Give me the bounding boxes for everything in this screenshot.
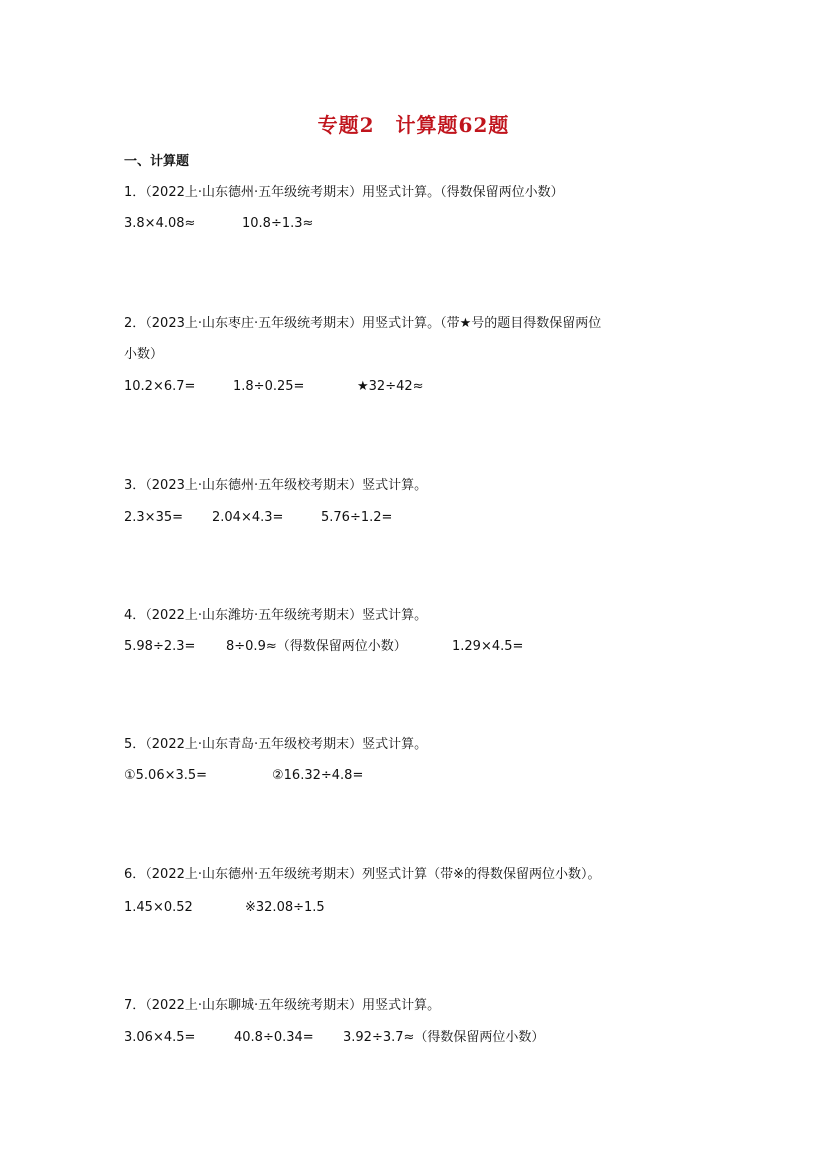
problem-4-calc-2: 8÷0.9≈（得数保留两位小数） bbox=[226, 639, 407, 654]
problem-2-calc-3: ★32÷42≈ bbox=[357, 379, 424, 394]
problem-2-calc-2: 1.8÷0.25= bbox=[233, 379, 305, 394]
problem-3-text: 3．（2023上·山东德州·五年级校考期末）竖式计算。 bbox=[124, 478, 428, 493]
problem-7-calc-1: 3.06×4.5= bbox=[124, 1030, 196, 1045]
problem-6-calc-2: ※32.08÷1.5 bbox=[245, 900, 325, 915]
problem-2-text-cont: 小数） bbox=[124, 347, 164, 362]
problem-2-calc-1: 10.2×6.7= bbox=[124, 379, 196, 394]
problem-5-text: 5．（2022上·山东青岛·五年级校考期末）竖式计算。 bbox=[124, 737, 428, 752]
problem-4-calc-1: 5.98÷2.3= bbox=[124, 639, 196, 654]
problem-1-calc-2: 10.8÷1.3≈ bbox=[242, 216, 314, 231]
problem-6-calc-1: 1.45×0.52 bbox=[124, 900, 193, 915]
problem-6-text: 6．（2022上·山东德州·五年级统考期末）列竖式计算（带※的得数保留两位小数）。 bbox=[124, 867, 601, 882]
problem-4-calc-3: 1.29×4.5= bbox=[452, 639, 524, 654]
page-title: 专题2 计算题62题 bbox=[317, 113, 510, 137]
problem-1-calc-1: 3.8×4.08≈ bbox=[124, 216, 196, 231]
problem-5-calc-2: ②16.32÷4.8= bbox=[272, 768, 364, 783]
problem-7-calc-2: 40.8÷0.34= bbox=[234, 1030, 314, 1045]
problem-1-text: 1．（2022上·山东德州·五年级统考期末）用竖式计算。（得数保留两位小数） bbox=[124, 185, 564, 200]
section-heading: 一、计算题 bbox=[124, 154, 190, 169]
problem-3-calc-1: 2.3×35= bbox=[124, 510, 184, 525]
problem-4-text: 4．（2022上·山东潍坊·五年级统考期末）竖式计算。 bbox=[124, 608, 428, 623]
problem-3-calc-3: 5.76÷1.2= bbox=[321, 510, 393, 525]
problem-2-text: 2．（2023上·山东枣庄·五年级统考期末）用竖式计算。（带★号的题目得数保留两位 bbox=[124, 316, 602, 331]
problem-3-calc-2: 2.04×4.3= bbox=[212, 510, 284, 525]
problem-7-calc-3: 3.92÷3.7≈（得数保留两位小数） bbox=[343, 1030, 545, 1045]
problem-7-text: 7．（2022上·山东聊城·五年级统考期末）用竖式计算。 bbox=[124, 998, 441, 1013]
problem-5-calc-1: ①5.06×3.5= bbox=[124, 768, 208, 783]
